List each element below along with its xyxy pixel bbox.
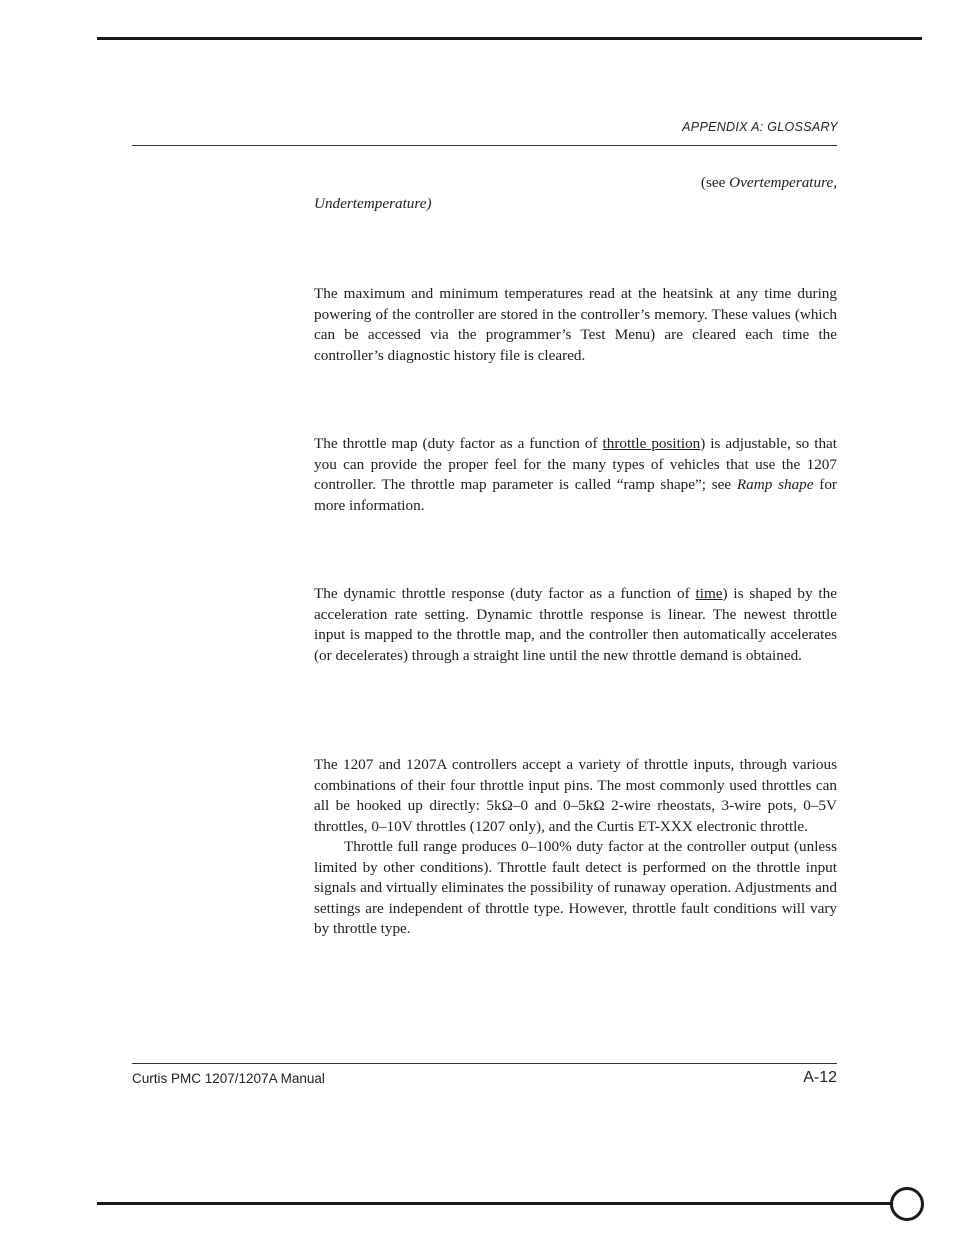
- entry-text-post: ) is shaped by the acceleration rate setting. Dynamic throttle response is linear. The newest throttle input is mapped to the throttle map, and the controller then automatically accelerates (or decelerates) through a straight line until the new throttle demand is obtained.: [314, 585, 837, 664]
- running-head: APPENDIX A: GLOSSARY: [682, 120, 838, 134]
- entry-text-mid: ) is adjustable, so that you can provide the proper feel for the many types of vehicles that use the 1207 controller. The throttle map parameter is called “ramp shape”; see: [314, 435, 838, 493]
- entry-text: [314, 584, 837, 666]
- see-prefix: (see: [700, 174, 730, 191]
- manual-title: Curtis PMC 1207/1207A Manual: [132, 1071, 325, 1086]
- glossary-entry-throttle-map: [314, 434, 837, 516]
- top-rule: [97, 37, 922, 40]
- page-number: A-12: [803, 1069, 837, 1086]
- see-ref-link[interactable]: Overtemperature,: [729, 174, 837, 191]
- entry-text-pre: The dynamic throttle response (duty factor as a function of: [314, 585, 696, 602]
- see-reference: [314, 173, 837, 194]
- entry-paragraph-1: The 1207 and 1207A controllers accept a variety of throttle inputs, through various combinations of their four throttle input pins. The most commonly used throttles can all be hooked up directly: 5kΩ–0 and 0–5kΩ 2-wire rheostats, 3-wire pots, 0–5V throttles, 0–10V throttles (1207 only), and the Curtis ET-XXX electronic throttle.: [314, 756, 837, 835]
- entry-text: [314, 434, 837, 516]
- entry-text: The maximum and minimum temperatures read at the heatsink at any time during powering of the controller are stored in the controller’s memory. These values (which can be accessed via the programmer’s Test Menu) are cleared each time the controller’s diagnostic history file is cleared.: [314, 285, 837, 364]
- glossary-entry-temperature-history: [314, 284, 837, 366]
- footer-divider: [132, 1063, 837, 1064]
- page-corner-circle-icon: [890, 1187, 924, 1221]
- ramp-shape-ref[interactable]: Ramp shape: [736, 476, 814, 493]
- entry-paragraph-2: Throttle full range produces 0–100% duty factor at the controller output (unless limited by other conditions). Throttle fault detect is performed on the throttle input signals and virtually eliminates the possibility of runaway operation. Adjustments and settings are independent of throttle type. However, throttle fault conditions will vary by throttle type.: [314, 838, 837, 937]
- glossary-entry-temperature-ref: [314, 173, 837, 214]
- see-ref-link-2[interactable]: Undertemperature): [314, 194, 432, 212]
- entry-text-post: for more information.: [314, 476, 837, 514]
- glossary-entry-throttle-type: [314, 755, 837, 940]
- throttle-position-link[interactable]: throttle position: [602, 435, 701, 452]
- header-divider: [132, 145, 837, 146]
- glossary-entry-throttle-response: [314, 584, 837, 666]
- time-link[interactable]: time: [695, 585, 723, 602]
- entry-text-pre: The throttle map (duty factor as a function of: [314, 435, 603, 452]
- bottom-rule: [97, 1202, 892, 1205]
